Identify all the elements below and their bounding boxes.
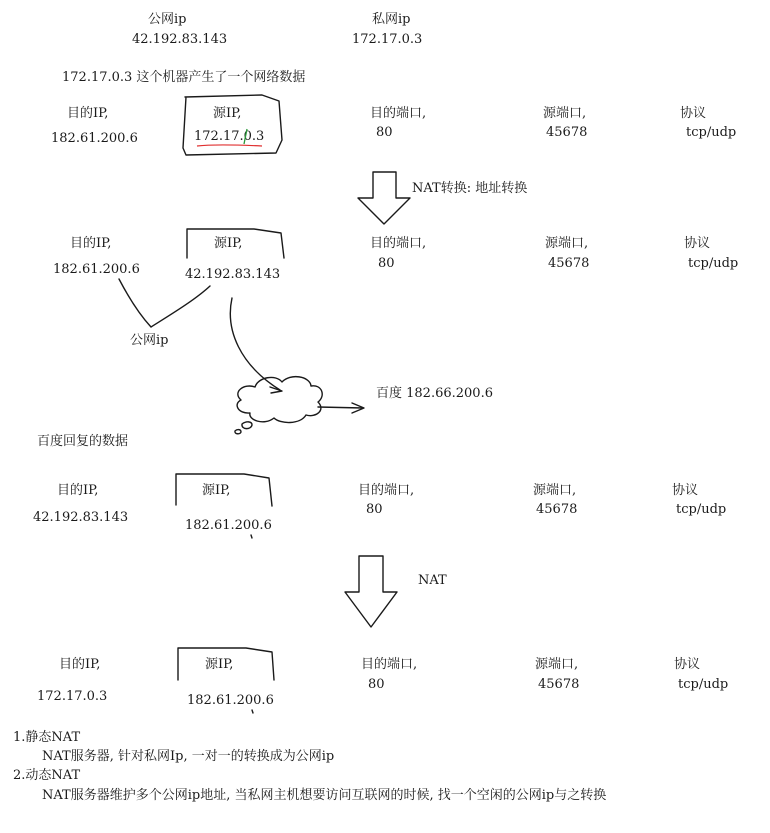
note-2-body: NAT服务器维护多个公网ip地址, 当私网主机想要访问互联网的时候, 找一个空闲的公网ip与之转换: [42, 788, 607, 803]
red-underline: [197, 145, 262, 146]
public-ip-label: 公网ip: [148, 12, 187, 27]
down-arrow-icon-2: [345, 556, 397, 627]
dst-ip-header: 目的IP,: [70, 236, 112, 251]
src-ip-value: 42.192.83.143: [185, 267, 281, 282]
src-ip-value: 182.61.200.6: [187, 693, 274, 708]
dst-ip-header: 目的IP,: [67, 106, 109, 121]
public-ip-note: 公网ip: [130, 333, 169, 348]
protocol-header: 协议: [674, 657, 701, 672]
src-port-value: 45678: [536, 502, 578, 517]
internet-cloud-icon: [237, 377, 322, 423]
src-ip-header: 源IP,: [202, 483, 231, 498]
public-ip-connector: [119, 279, 210, 327]
protocol-header: 协议: [680, 106, 707, 121]
note-2-title: 2.动态NAT: [13, 768, 81, 783]
src-port-value: 45678: [546, 125, 588, 140]
dst-port-value: 80: [366, 502, 383, 517]
private-ip-value: 172.17.0.3: [352, 32, 423, 47]
src-ip-value: 172.17.0.3: [194, 129, 265, 144]
private-ip-label: 私网ip: [372, 12, 411, 27]
src-port-header: 源端口,: [543, 106, 587, 121]
dst-port-header: 目的端口,: [370, 106, 427, 121]
route-curve: [230, 298, 280, 390]
src-ip-box-1: [183, 95, 282, 155]
nat-translation-label: NAT转换: 地址转换: [412, 181, 528, 196]
note-1-title: 1.静态NAT: [13, 730, 81, 745]
src-port-header: 源端口,: [545, 236, 589, 251]
protocol-header: 协议: [672, 483, 699, 498]
intro-text: 172.17.0.3 这个机器产生了一个网络数据: [62, 70, 306, 85]
public-ip-value: 42.192.83.143: [132, 32, 228, 47]
src-port-value: 45678: [548, 256, 590, 271]
src-port-header: 源端口,: [533, 483, 577, 498]
dst-port-value: 80: [368, 677, 385, 692]
dst-port-header: 目的端口,: [361, 657, 418, 672]
protocol-header: 协议: [684, 236, 711, 251]
protocol-value: tcp/udp: [676, 502, 727, 517]
src-ip-header: 源IP,: [214, 236, 243, 251]
protocol-value: tcp/udp: [688, 256, 739, 271]
down-arrow-icon: [358, 172, 410, 224]
reply-heading: 百度回复的数据: [37, 434, 129, 449]
note-1-body: NAT服务器, 针对私网Ip, 一对一的转换成为公网ip: [42, 749, 335, 764]
dst-port-header: 目的端口,: [370, 236, 427, 251]
dst-port-value: 80: [376, 125, 393, 140]
protocol-value: tcp/udp: [678, 677, 729, 692]
nat-label: NAT: [418, 573, 447, 588]
dst-ip-value: 182.61.200.6: [53, 262, 140, 277]
src-port-value: 45678: [538, 677, 580, 692]
src-ip-header: 源IP,: [205, 657, 234, 672]
dst-ip-value: 42.192.83.143: [33, 510, 129, 525]
dst-ip-value: 182.61.200.6: [51, 131, 138, 146]
dst-port-value: 80: [378, 256, 395, 271]
src-ip-header: 源IP,: [213, 106, 242, 121]
src-ip-value: 182.61.200.6: [185, 518, 272, 533]
dst-port-header: 目的端口,: [358, 483, 415, 498]
src-port-header: 源端口,: [535, 657, 579, 672]
dst-ip-header: 目的IP,: [59, 657, 101, 672]
to-baidu-arrow: [318, 407, 363, 408]
dst-ip-header: 目的IP,: [57, 483, 99, 498]
protocol-value: tcp/udp: [686, 125, 737, 140]
baidu-target-label: 百度 182.66.200.6: [376, 386, 493, 401]
dst-ip-value: 172.17.0.3: [37, 689, 108, 704]
